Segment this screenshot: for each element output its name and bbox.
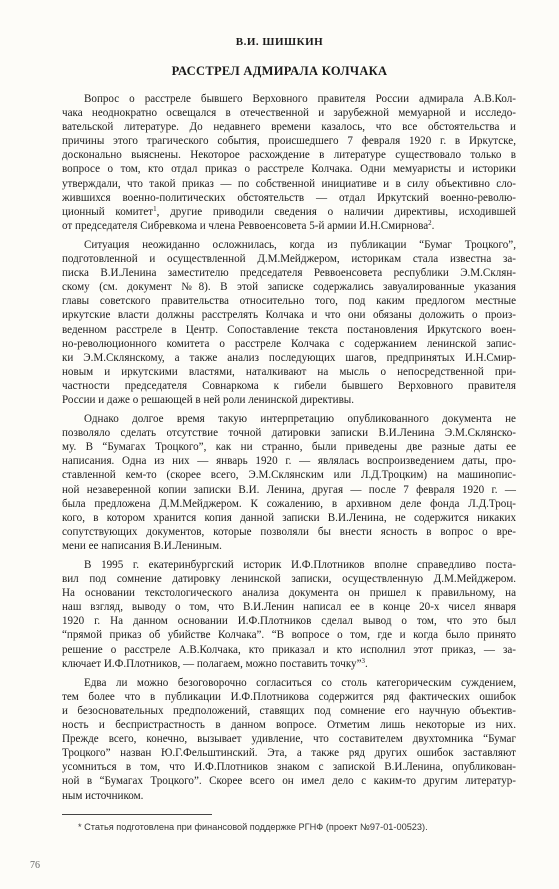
text-line: веденном расстреле в Центр. Сопоставление текста постановления Иркутского воен- bbox=[62, 323, 516, 336]
text-line: причины этого трагического события, происшедшего 7 февраля 1920 г. в Иркутске, bbox=[62, 135, 516, 148]
text-line: Однако долгое время такую интерпретацию опубликованного документа не bbox=[84, 413, 516, 426]
text-line bbox=[62, 219, 516, 233]
text-line: му. В “Бумагах Троцкого”, как ни странно, были приведены две разные даты ее bbox=[62, 441, 516, 454]
text-line: Троцкого” назван Ю.Г.Фельштинский. Эта, а также ряд других ошибок заставляют bbox=[62, 747, 516, 760]
text-line: ки Э.М.Склянскому, а также анализ последующих шагов, предпринятых И.Н.Смир- bbox=[62, 351, 516, 364]
text-line: “прямой приказ об убийстве Колчака”. “В вопросе о том, где и когда было принято bbox=[62, 629, 516, 642]
text-line: мени ее написания В.И.Лениным. bbox=[62, 539, 222, 552]
text-line: была предложена Д.М.Мейджером. К сожалению, в архивном деле фонда Л.Д.Троц- bbox=[62, 497, 516, 510]
text-line: досконально выяснены. Некоторое расхождение в литературе существовало только в bbox=[62, 149, 516, 162]
text-line: На основании текстологического анализа документа он пришел к правильному, на bbox=[62, 587, 516, 600]
text-line: России и даже о решающей в ней роли ленинской директивы. bbox=[62, 393, 355, 406]
text-line: вил под сомнение датировку ленинской записки, осуществленную Д.М.Мейджером. bbox=[62, 573, 516, 586]
text-line: вопросе о том, кто отдал приказ о расстреле Колчака. Одни мемуаристы и историки bbox=[62, 163, 516, 176]
text-span: . bbox=[431, 219, 435, 232]
article-body bbox=[62, 92, 516, 803]
text-span: ционный комитет bbox=[62, 205, 154, 218]
footnote-divider bbox=[62, 814, 212, 815]
text-line: иркутские власти должны расстрелять Колчака и что они обязаны доложить о произ- bbox=[62, 309, 516, 322]
text-line bbox=[62, 205, 516, 219]
footnote-ref: 1 bbox=[153, 204, 157, 213]
paragraph-2 bbox=[62, 238, 516, 407]
text-span: , другие приводили сведения о наличии директивы, исходившей bbox=[156, 205, 516, 218]
text-line: сопутствующих документов, которые позволяли бы внести ясность в вопрос о вре- bbox=[62, 525, 516, 538]
paragraph-3 bbox=[62, 412, 516, 553]
text-line: писка В.И.Ленина заместителю председателя Реввоенсовета республики Э.М.Склян- bbox=[62, 267, 516, 280]
text-line: чака неоднократно освещался в отечественной и зарубежной мемуарной и исследо- bbox=[62, 107, 516, 120]
text-line: решение о расстреле А.В.Колчака, кто приказал и кто исполнил этот приказ, — за- bbox=[62, 643, 516, 656]
text-line: тем более что в публикации И.Ф.Плотникова содержится ряд фактических ошибок bbox=[62, 690, 516, 703]
footnote-ref: 2 bbox=[428, 218, 432, 227]
text-line: жившихся военно-политических обстоятельств — отдал Иркутский военно-револю- bbox=[62, 191, 516, 204]
text-line: Вопрос о расстреле бывшего Верховного правителя России адмирала А.В.Кол- bbox=[84, 93, 516, 105]
text-line bbox=[62, 657, 516, 671]
text-line: кого, в котором хранится копия данной записки В.И.Ленина, не содержится никаких bbox=[62, 511, 516, 524]
text-line: частности председателя Совнаркома к гибели бывшего Верховного правителя bbox=[62, 379, 516, 392]
text-line: усомниться в том, что И.Ф.Плотников знаком с запиской В.И.Ленина, опубликован- bbox=[62, 761, 516, 774]
text-line: ным источником. bbox=[62, 789, 144, 802]
text-line: Прежде всего, конечно, вызывает удивление, что составителем двухтомника “Бумаг bbox=[62, 733, 516, 746]
article-title: РАССТРЕЛ АДМИРАЛА КОЛЧАКА bbox=[171, 64, 388, 78]
footnote-ref: 3 bbox=[361, 656, 366, 665]
text-line: Едва ли можно безоговорочно согласиться со столь категорическим суждением, bbox=[84, 676, 516, 689]
text-line: главы советского правительства относительно того, под каким предлогом местные bbox=[62, 295, 516, 308]
text-line: наш взгляд, выводу о том, что В.И.Ленин написал ее в конце 20-х чисел января bbox=[62, 601, 516, 614]
paragraph-1 bbox=[62, 92, 516, 233]
text-line: ной в “Бумагах Троцкого”. Скорее всего он имел дело с каким-то другим литератур- bbox=[62, 775, 516, 788]
text-line: В 1995 г. екатеринбургский историк И.Ф.Плотников вполне справедливо поста- bbox=[84, 559, 516, 571]
paragraph-5 bbox=[62, 676, 516, 803]
text-span: ключает И.Ф.Плотников, — полагаем, можно поставить точку” bbox=[62, 657, 362, 670]
text-line: и безосновательных предположений, ставящих под сомнение его научную объектив- bbox=[62, 704, 516, 717]
text-line: утверждали, что такой приказ — по собственной инициативе и в силу объективно сло- bbox=[62, 177, 516, 190]
author-name: В.И. ШИШКИН bbox=[235, 36, 324, 48]
text-line: позволяло сделать отсутствие точной датировки записки В.И.Ленина Э.М.Склянско- bbox=[62, 427, 516, 440]
text-line: написания. Одна из них — январь 1920 г. — являлась воспроизведением даты, про- bbox=[62, 455, 516, 468]
text-line: 1920 г. На данном основании И.Ф.Плотников сделал вывод о том, что это был bbox=[62, 615, 516, 628]
text-line: ной незаверенной копии записки В.И. Ленина, другая — после 7 февраля 1920 г. — bbox=[62, 483, 516, 496]
text-line: скому (см. документ №8). В этой записке содержались завуалированные указания bbox=[62, 281, 516, 294]
text-line: подготовленной и осуществленной Д.М.Мейджером, историкам стала известна за- bbox=[62, 253, 516, 266]
text-line: но-революционного комитета о расстреле Колчака с содержанием ленинской запис- bbox=[62, 337, 516, 350]
text-span: . bbox=[365, 657, 368, 670]
text-line: Ситуация неожиданно осложнилась, когда из публикации “Бумаг Троцкого”, bbox=[84, 238, 516, 251]
text-span: от председателя Сибревкома и члена Реввоенсовета 5-й армии И.Н.Смирнова bbox=[62, 219, 429, 232]
text-line: ность и беспристрастность в данном вопросе. Отметим лишь некоторые из них. bbox=[62, 719, 516, 732]
text-line: вательской литературе. До недавнего времени казалось, что все обстоятельства и bbox=[62, 121, 516, 134]
footnote: * Статья подготовлена при финансовой поддержке РГНФ (проект №97-01-00523). bbox=[78, 822, 428, 832]
text-line: новым и иркутскими властями, наталкивают на мысль о непосредственной при- bbox=[62, 365, 516, 378]
text-line: ставленной кем-то (скорее всего, Э.М.Склянским или Л.Д.Троцким) на машинопис- bbox=[62, 469, 516, 482]
paragraph-4 bbox=[62, 558, 516, 671]
page-number: 76 bbox=[30, 860, 40, 871]
